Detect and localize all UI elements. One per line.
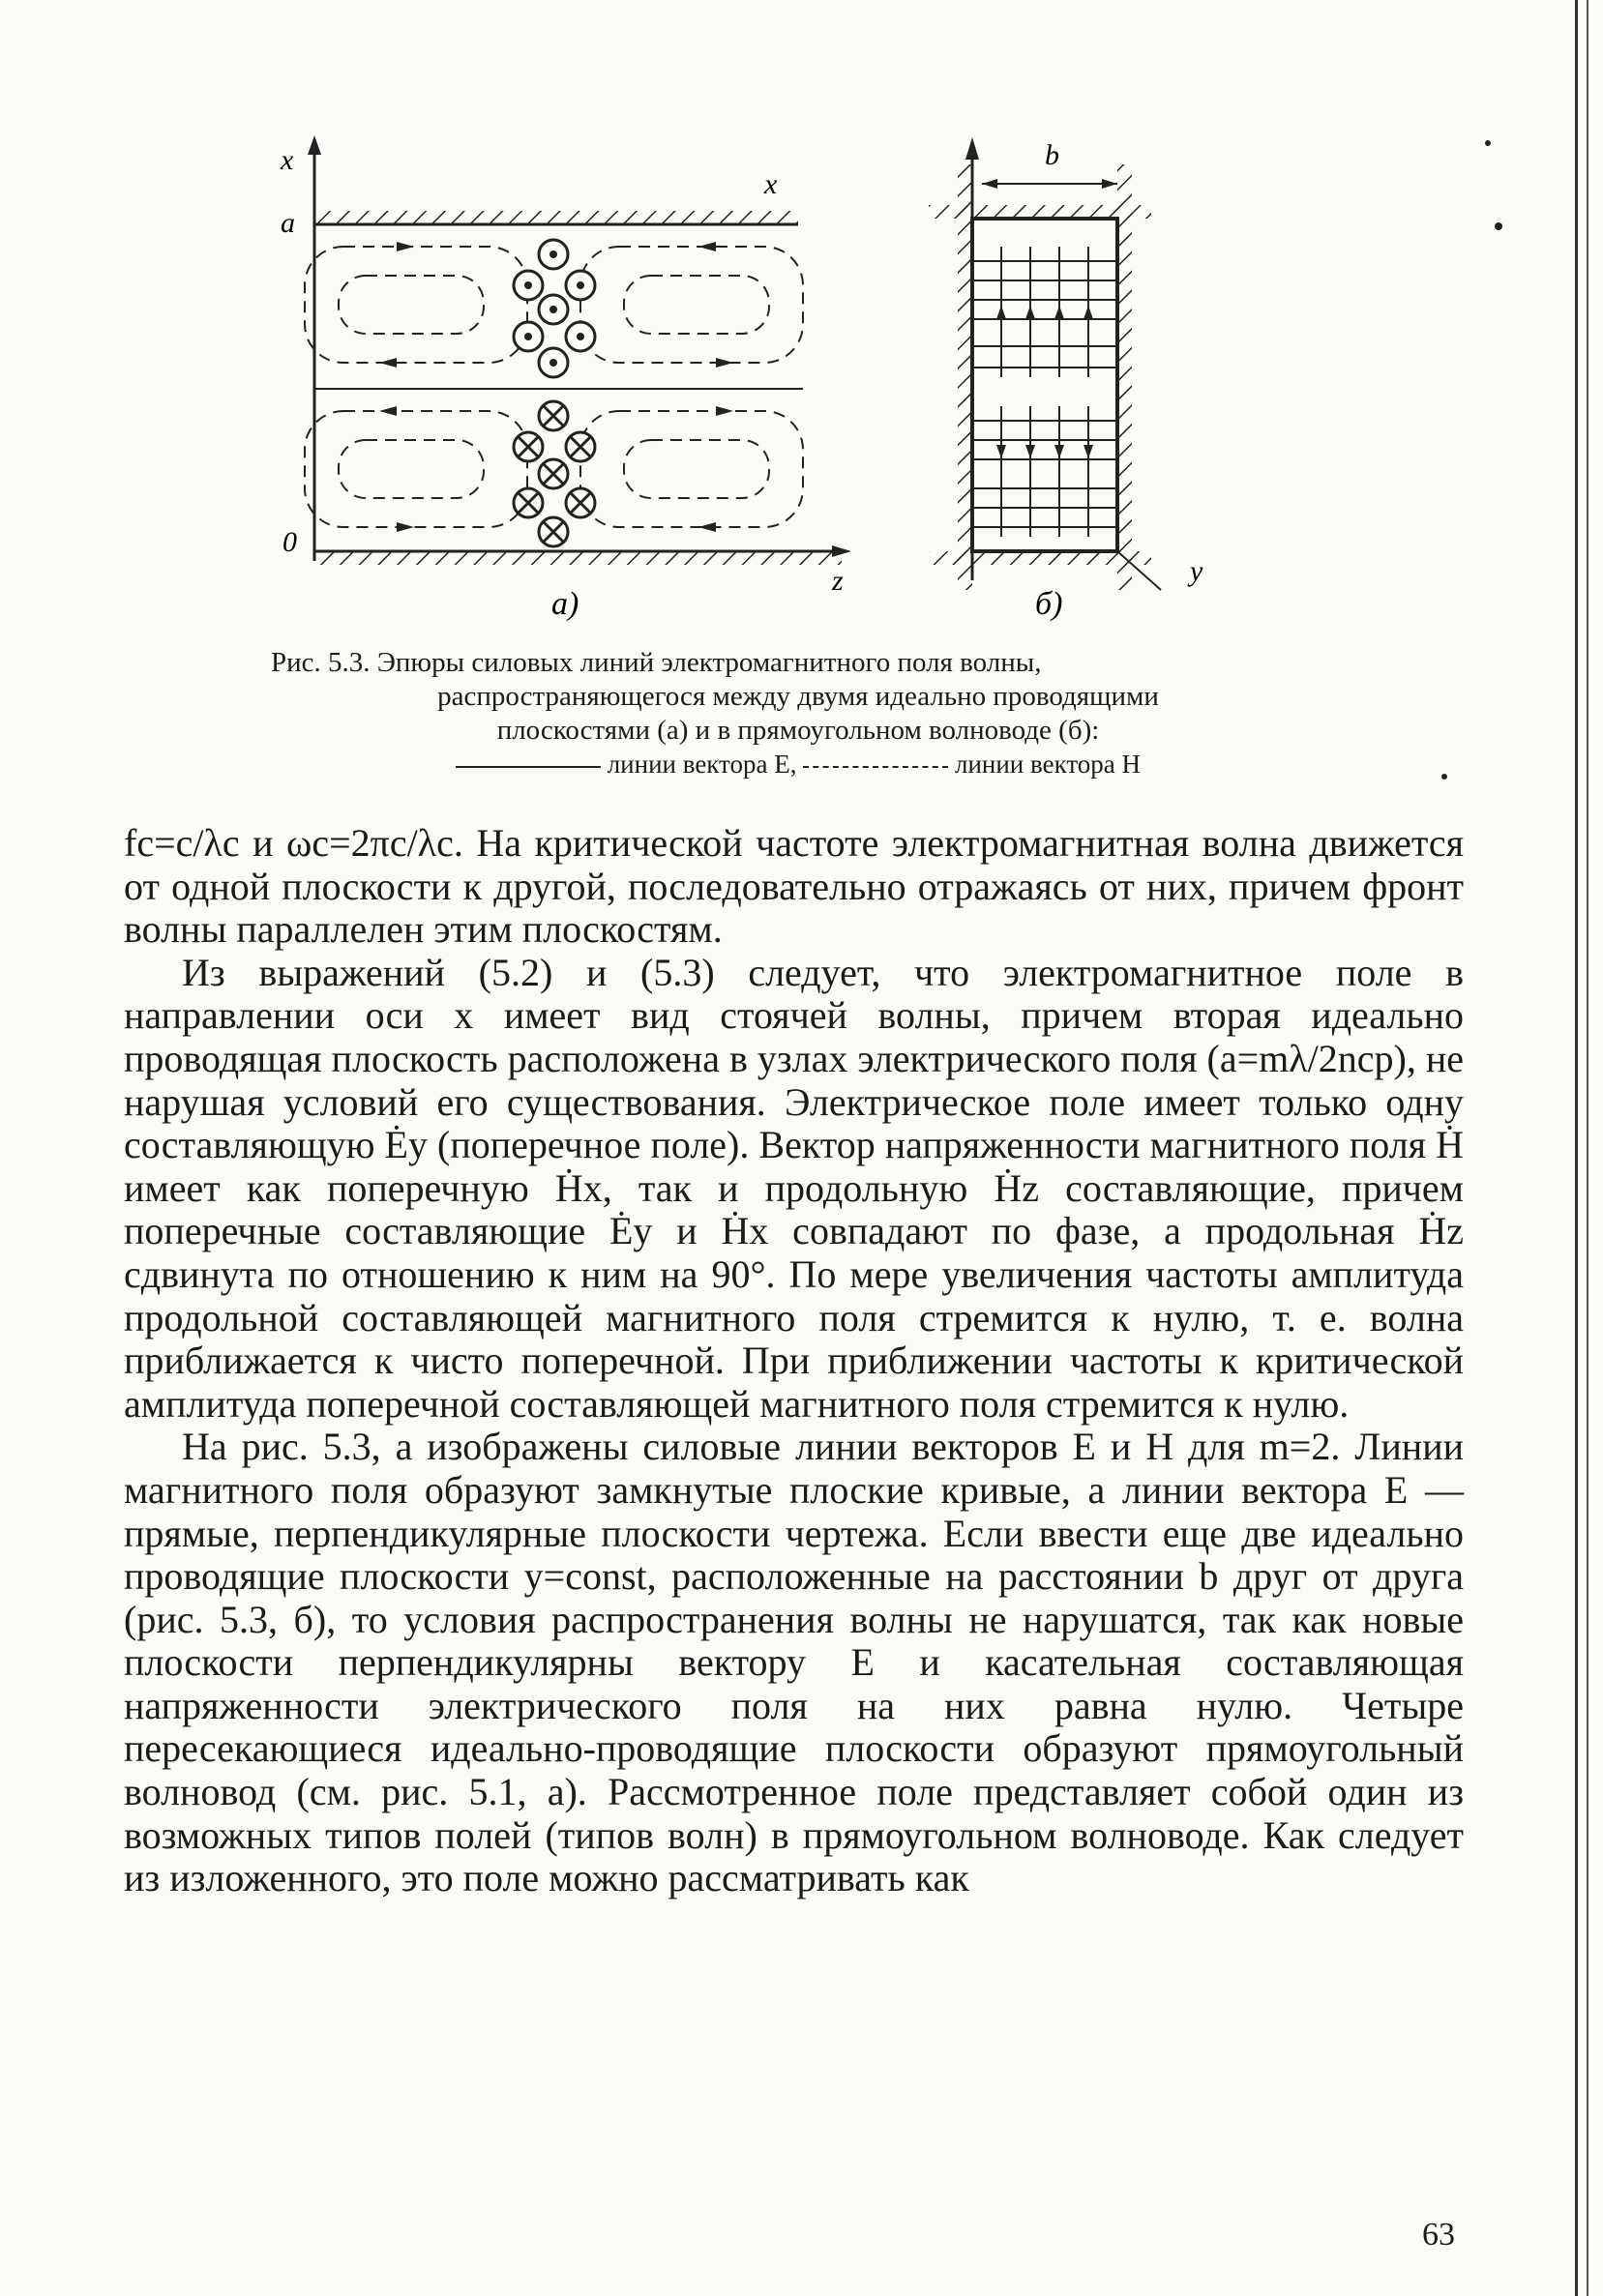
paragraph-3: На рис. 5.3, а изображены силовые линии векторов E и H для m=2. Линии магнитного поля образуют замкнутые плоские кривые, а линии вектора E — прямые, перпендикулярные плоскости чертежа. Если ввести еще две идеально проводящие плоскости y=const, расположенные на расстоянии b друг от друга (рис. 5.3, б), то условия распространения волны не нарушатся, так как новые плоскости перпендикулярны вектору E и касательная составляющая напряженности электрического поля на них равна нулю. Четыре пересекающиеся идеально-проводящие плоскости образуют прямоугольный волновод (см. рис. 5.1, а). Рассмотренное поле представляет собой один из возможных типов полей (типов волн) в прямоугольном волноводе. Как следует из изложенного, это поле можно рассматривать как bbox=[124, 1425, 1464, 1900]
paragraph-2: Из выражений (5.2) и (5.3) следует, что электромагнитное поле в направлении оси x имеет вид стоячей волны, причем вторая идеально проводящая плоскость расположена в узлах электрического поля (a=mλ/2nср), не нарушая условий его существования. Электрическое поле имеет только одну составляющую Ėy (поперечное поле). Вектор напряженности магнитного поля Ḣ имеет как поперечную Ḣx, так и продольную Ḣz составляющие, причем поперечные составляющие Ėy и Ḣx совпадают по фазе, а продольная Ḣz сдвинута по отношению к ним на 90°. По мере увеличения частоты амплитуда продольной составляющей магнитного поля стремится к нулю, т. е. волна приближается к чисто поперечной. При приближении частоты к критической амплитуда поперечной составляющей магнитного поля стремится к нулю. bbox=[124, 950, 1464, 1426]
axis-label-x: x bbox=[281, 144, 294, 176]
axis-label-x-right: x bbox=[764, 168, 778, 200]
caption-line-1: Рис. 5.3. Эпюры силовых линий электромагнитного поля волны, bbox=[271, 647, 1042, 678]
axis-label-z: z bbox=[832, 565, 844, 597]
caption-line-2: распространяющегося между двумя идеально проводящими bbox=[437, 681, 1159, 712]
scan-edge-line-2 bbox=[1587, 0, 1588, 2296]
caption-legend bbox=[271, 748, 1325, 781]
scan-speck bbox=[1495, 222, 1502, 230]
dim-label-b: b bbox=[1045, 139, 1059, 171]
label-origin: 0 bbox=[282, 526, 297, 558]
figure-drawing bbox=[261, 126, 1306, 638]
legend-dashed-line bbox=[803, 766, 948, 768]
sublabel-b: б) bbox=[1035, 586, 1063, 622]
figure-caption bbox=[271, 646, 1325, 781]
panel-b bbox=[929, 137, 1203, 622]
scan-speck bbox=[1485, 140, 1491, 146]
waveguide-outline bbox=[972, 219, 1117, 551]
legend-solid-line bbox=[456, 766, 601, 768]
waveguide-field-arrows bbox=[996, 306, 1093, 458]
figure-5-3 bbox=[261, 126, 1306, 638]
body-text bbox=[124, 822, 1464, 1900]
panel-a bbox=[280, 135, 851, 622]
bottom-plate-hatch bbox=[314, 551, 842, 565]
scan-speck bbox=[1441, 774, 1447, 780]
caption-line-3: плоскостями (a) и в прямоугольном волноводе (б): bbox=[496, 715, 1100, 746]
legend-h-label: линии вектора H bbox=[954, 750, 1142, 779]
scan-edge-line bbox=[1575, 0, 1578, 2296]
sublabel-a: а) bbox=[551, 586, 579, 622]
paragraph-1: fc=c/λc и ωc=2πc/λc. На критической частоте электромагнитная волна движется от одной плоскости к другой, последовательно отражаясь от них, причем фронт волны параллелен этим плоскостям. bbox=[124, 821, 1464, 952]
x-axis-arrow bbox=[308, 135, 321, 155]
legend-e-label: линии вектора E, bbox=[607, 750, 797, 779]
waveguide-left-hatch bbox=[958, 164, 972, 590]
axis-label-y: y bbox=[1190, 555, 1203, 587]
top-plate-hatch bbox=[314, 211, 798, 224]
page-number: 63 bbox=[1422, 2217, 1455, 2252]
vertical-axis-arrow bbox=[965, 137, 979, 160]
waveguide-right-hatch bbox=[1117, 164, 1132, 590]
label-a: a bbox=[281, 207, 295, 239]
waveguide-grid bbox=[972, 247, 1117, 537]
